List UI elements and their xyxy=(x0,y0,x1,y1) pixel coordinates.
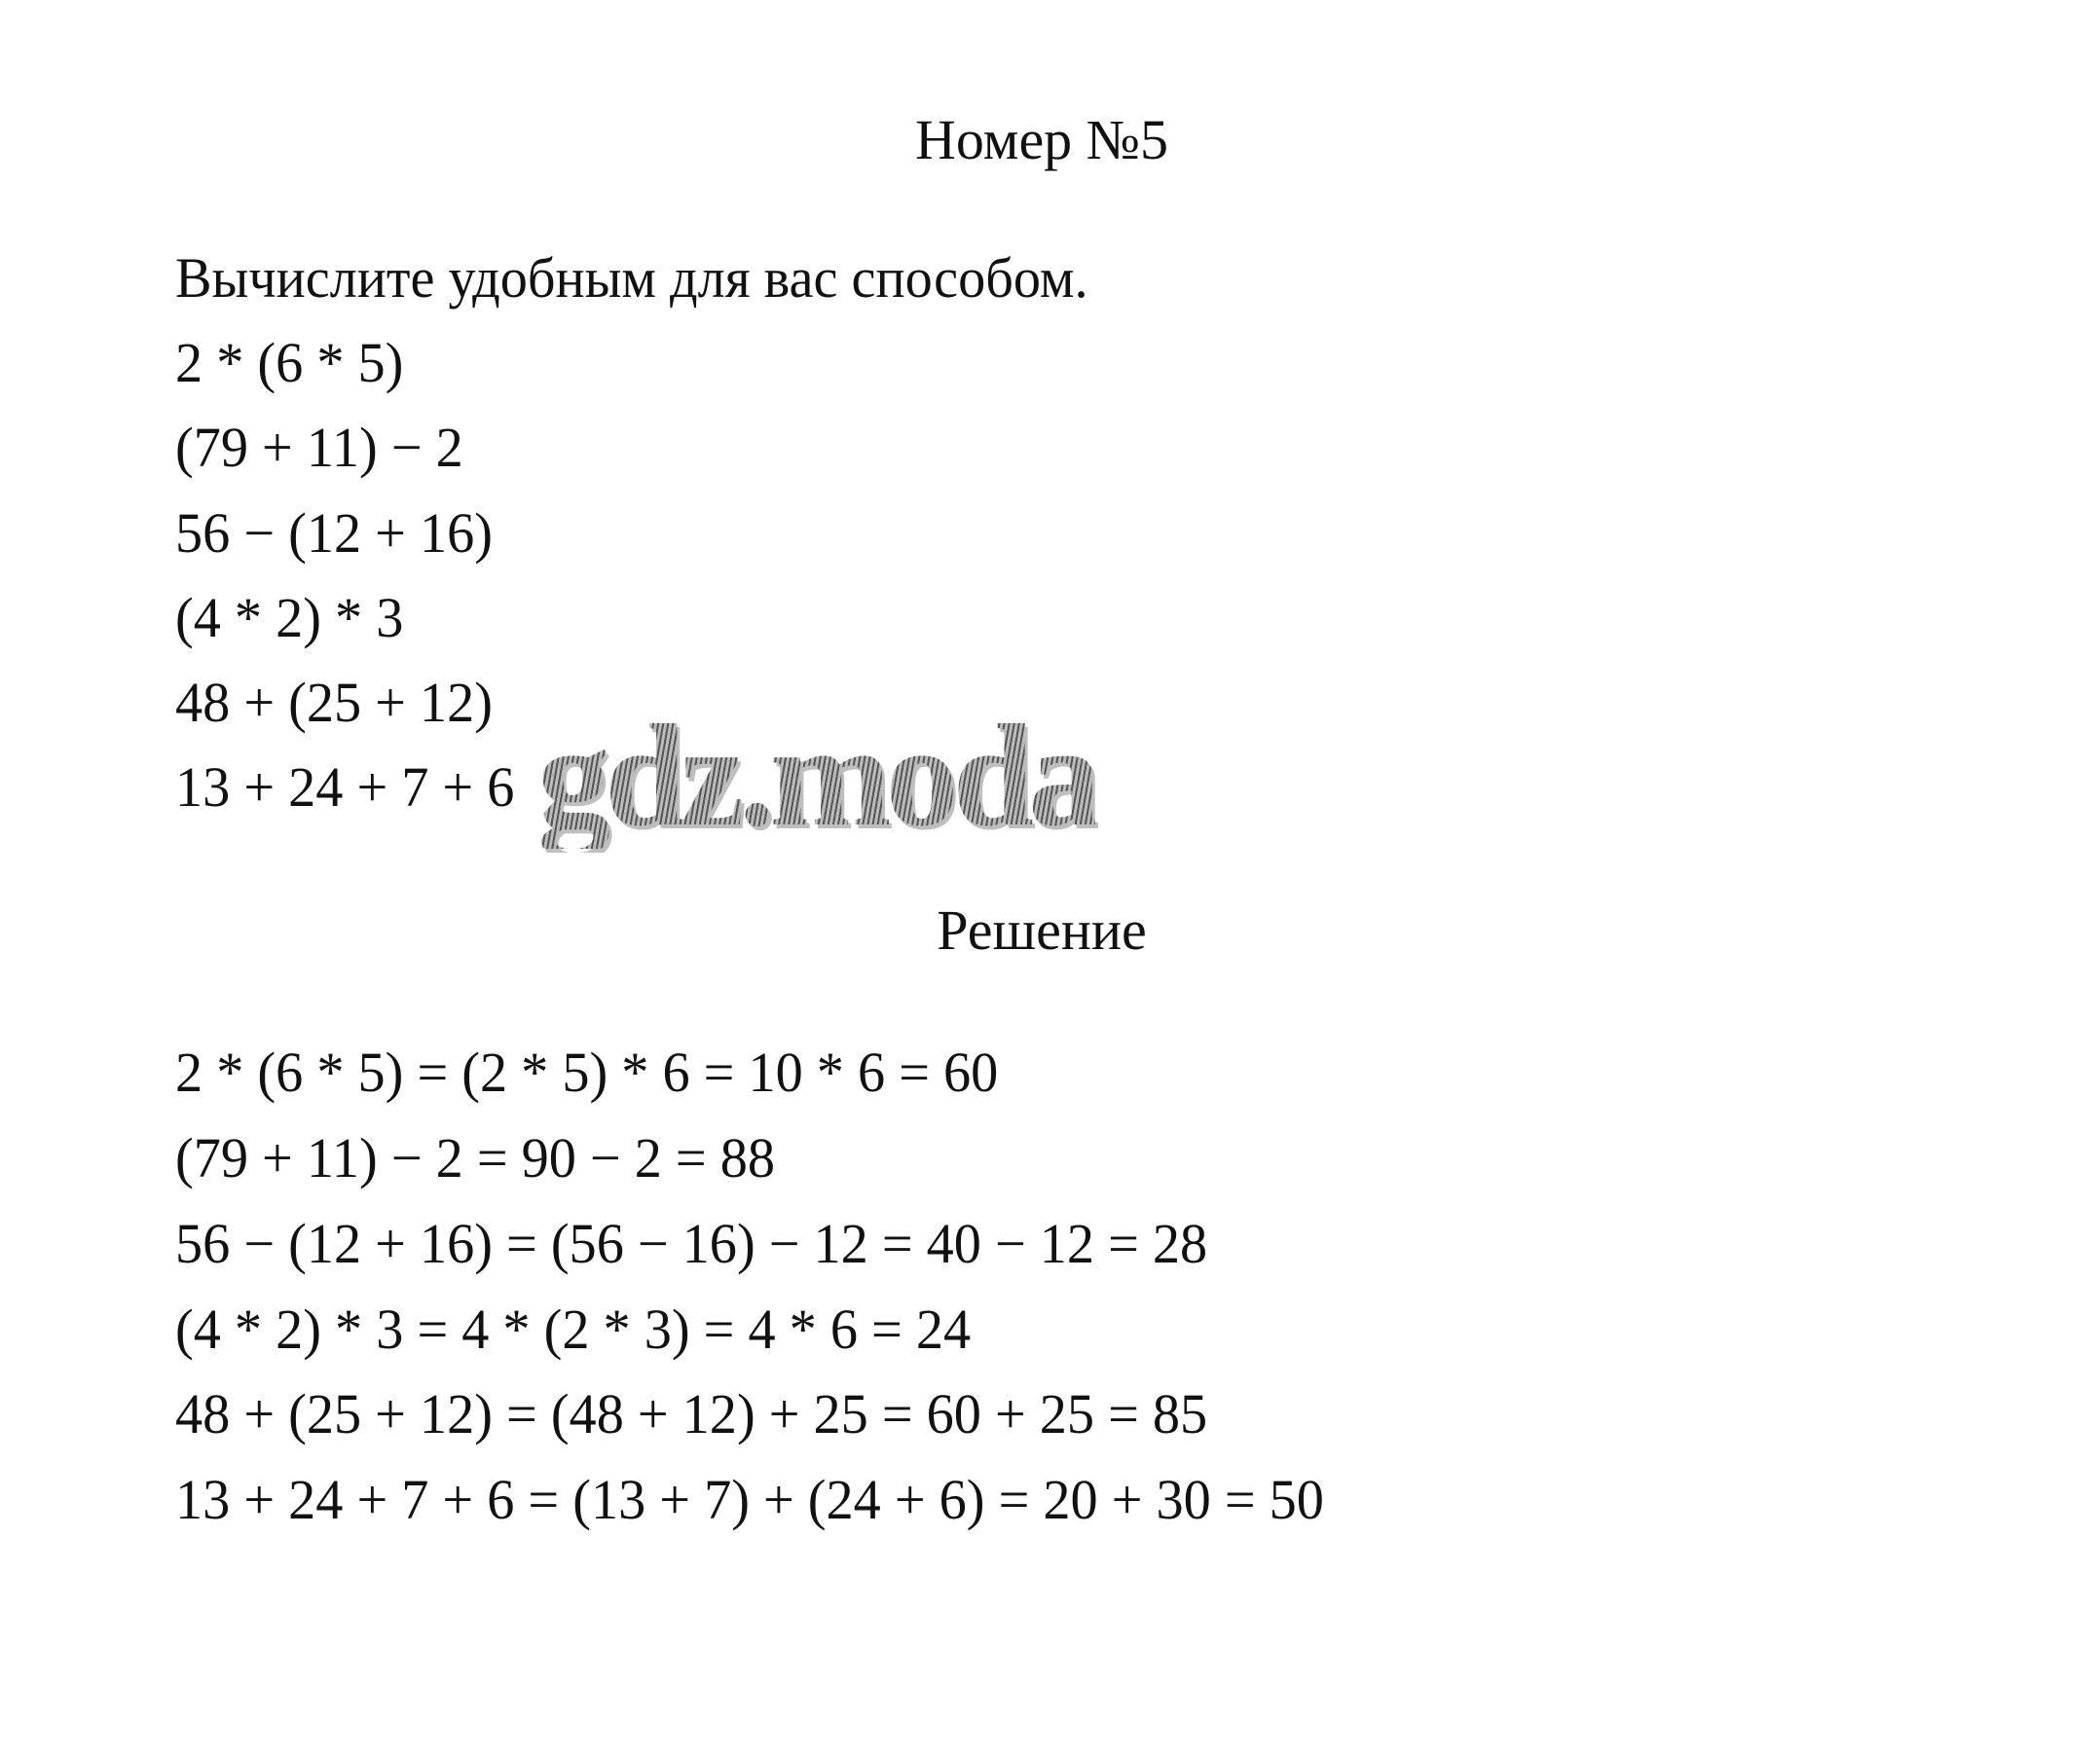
expression-4: (4 * 2) * 3 xyxy=(175,586,404,649)
expression-6: 13 + 24 + 7 + 6 xyxy=(175,755,515,819)
expression-2: (79 + 11) − 2 xyxy=(175,416,463,479)
task-statement: Вычислите удобным для вас способом. xyxy=(175,246,1088,310)
watermark-logo: gdz.moda xyxy=(537,695,1095,857)
solution-4: (4 * 2) * 3 = 4 * (2 * 3) = 4 * 6 = 24 xyxy=(175,1298,972,1361)
solution-heading: Решение xyxy=(937,898,1147,962)
solution-3: 56 − (12 + 16) = (56 − 16) − 12 = 40 − 12 = 28 xyxy=(175,1212,1208,1275)
solution-6: 13 + 24 + 7 + 6 = (13 + 7) + (24 + 6) = 20 + 30 = 50 xyxy=(175,1468,1324,1531)
solution-1: 2 * (6 * 5) = (2 * 5) * 6 = 10 * 6 = 60 xyxy=(175,1041,999,1104)
page-title: Номер №5 xyxy=(914,108,1169,171)
expression-5: 48 + (25 + 12) xyxy=(175,671,493,734)
expression-3: 56 − (12 + 16) xyxy=(175,501,493,565)
solution-2: (79 + 11) − 2 = 90 − 2 = 88 xyxy=(175,1126,775,1189)
expression-1: 2 * (6 * 5) xyxy=(175,331,404,394)
solution-5: 48 + (25 + 12) = (48 + 12) + 25 = 60 + 25 = 85 xyxy=(175,1382,1208,1445)
